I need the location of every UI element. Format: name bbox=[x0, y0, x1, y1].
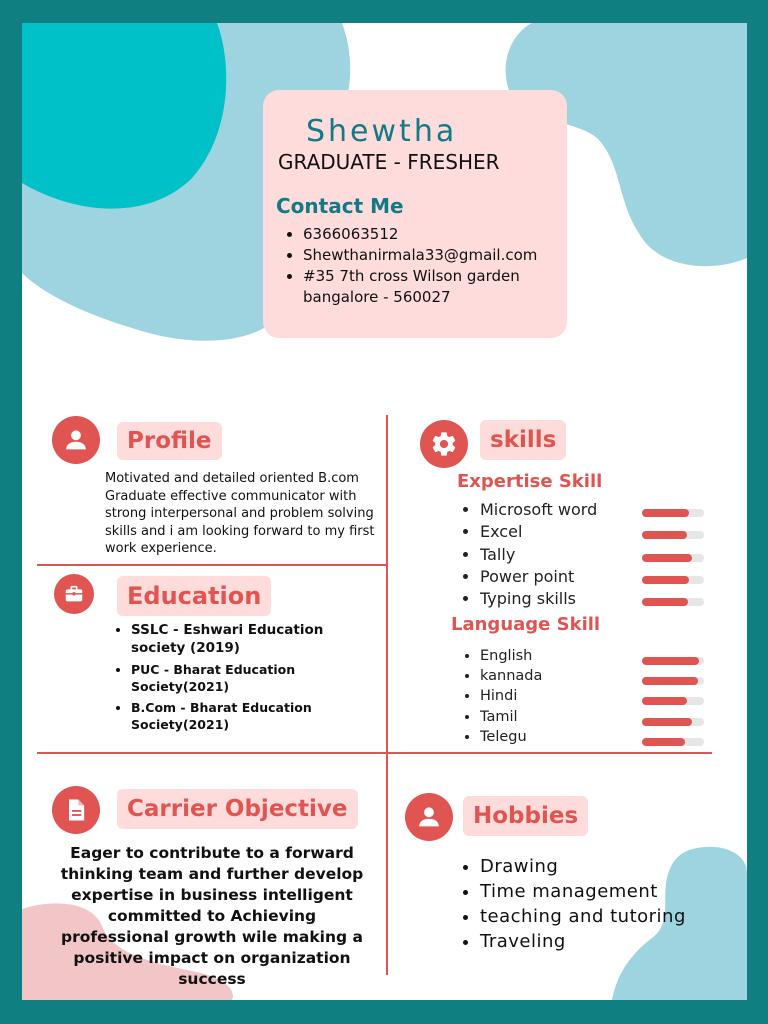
expertise-item bbox=[480, 588, 597, 610]
gear-icon bbox=[420, 420, 468, 468]
expertise-label: Tally bbox=[480, 544, 516, 564]
language-item bbox=[480, 686, 542, 706]
objective-text: Eager to contribute to a forward thinking team and further develop expertise in business intelligent committed to Achieving professional growth wile making a positive impact on organization success bbox=[60, 844, 364, 988]
divider-profile-education bbox=[37, 564, 387, 566]
language-bar-fill bbox=[642, 657, 699, 665]
education-item-puc: • PUC - Bharat Education Society(2021) bbox=[131, 661, 347, 695]
hobby-item: • Traveling bbox=[480, 929, 720, 954]
candidate-name: Shewtha bbox=[306, 114, 458, 149]
profile-icon bbox=[52, 416, 100, 464]
language-item bbox=[480, 646, 542, 666]
hobby-item: • Time management bbox=[480, 879, 720, 904]
expertise-item bbox=[480, 544, 597, 566]
language-label: kannada bbox=[480, 668, 543, 685]
expertise-bar-track bbox=[642, 576, 704, 584]
contact-email: • Shewthanirmala33@gmail.com bbox=[303, 245, 559, 266]
contact-address: • #35 7th cross Wilson garden bangalore - 560027 bbox=[303, 266, 559, 308]
candidate-title: GRADUATE - FRESHER bbox=[278, 150, 500, 174]
contact-list bbox=[289, 224, 559, 308]
divider-vertical-bottom bbox=[386, 752, 388, 975]
hobby-item: • teaching and tutoring bbox=[480, 904, 720, 929]
expertise-label: Typing skills bbox=[480, 589, 577, 609]
language-bar-fill bbox=[642, 718, 692, 726]
expertise-bar-fill bbox=[642, 509, 689, 517]
hobbies-heading-text: Hobbies bbox=[473, 803, 579, 829]
language-item bbox=[480, 727, 542, 747]
expertise-bar-fill bbox=[642, 576, 689, 584]
language-item bbox=[480, 666, 542, 686]
contact-heading: Contact Me bbox=[276, 194, 404, 218]
education-item-bcom: • B.Com - Bharat Education Society(2021) bbox=[131, 699, 347, 733]
hobby-item: • Drawing bbox=[480, 854, 720, 879]
profile-heading bbox=[117, 422, 222, 460]
divider-middle bbox=[37, 752, 712, 754]
expertise-list bbox=[460, 499, 597, 610]
document-icon bbox=[52, 786, 100, 834]
language-bar-track bbox=[642, 697, 704, 705]
resume-page bbox=[22, 23, 747, 1000]
language-bar-track bbox=[642, 657, 704, 665]
education-list bbox=[117, 621, 347, 737]
expertise-bar-track bbox=[642, 554, 704, 562]
skills-heading bbox=[480, 420, 566, 460]
header-card bbox=[263, 90, 567, 338]
education-heading bbox=[117, 576, 271, 616]
language-label: English bbox=[480, 648, 533, 664]
language-label: Hindi bbox=[480, 688, 518, 705]
language-bar-fill bbox=[642, 697, 687, 705]
language-bar-fill bbox=[642, 677, 698, 685]
expertise-label: Microsoft word bbox=[480, 500, 598, 519]
language-label: Tamil bbox=[480, 708, 518, 725]
language-bar-track bbox=[642, 738, 704, 746]
profile-text: Motivated and detailed oriented B.com Graduate effective communicator with strong interpersonal and problem solving skills and i am looking forward to my first work experience. bbox=[105, 471, 375, 556]
hobbies-list bbox=[460, 854, 720, 954]
language-list bbox=[460, 646, 542, 747]
expertise-item bbox=[480, 566, 597, 588]
expertise-label: Excel bbox=[480, 522, 523, 542]
expertise-bar-fill bbox=[642, 531, 687, 539]
expertise-bar-fill bbox=[642, 554, 692, 562]
expertise-label: Power point bbox=[480, 566, 575, 586]
divider-vertical-top bbox=[386, 415, 388, 752]
objective-heading-text: Carrier Objective bbox=[127, 796, 348, 822]
expertise-heading: Expertise Skill bbox=[457, 471, 603, 492]
expertise-bar-track bbox=[642, 509, 704, 517]
profile-heading-text: Profile bbox=[127, 428, 212, 454]
language-label: Telegu bbox=[480, 728, 527, 745]
education-heading-text: Education bbox=[127, 582, 262, 610]
blob-top-left-teal bbox=[22, 23, 232, 213]
language-bar-track bbox=[642, 718, 704, 726]
expertise-bar-track bbox=[642, 531, 704, 539]
contact-phone: • 6366063512 bbox=[303, 224, 559, 245]
person-icon bbox=[405, 793, 453, 841]
expertise-item bbox=[480, 499, 597, 521]
objective-heading bbox=[117, 789, 358, 829]
expertise-bar-track bbox=[642, 598, 704, 606]
language-heading: Language Skill bbox=[451, 614, 601, 635]
skills-heading-text: skills bbox=[490, 427, 557, 453]
hobbies-heading bbox=[463, 796, 588, 836]
language-item bbox=[480, 707, 542, 727]
expertise-item bbox=[480, 521, 597, 543]
education-item-sslc: • SSLC - Eshwari Education society (2019) bbox=[131, 621, 347, 657]
language-bar-track bbox=[642, 677, 704, 685]
briefcase-icon bbox=[54, 574, 94, 614]
expertise-bar-fill bbox=[642, 598, 688, 606]
language-bar-fill bbox=[642, 738, 685, 746]
